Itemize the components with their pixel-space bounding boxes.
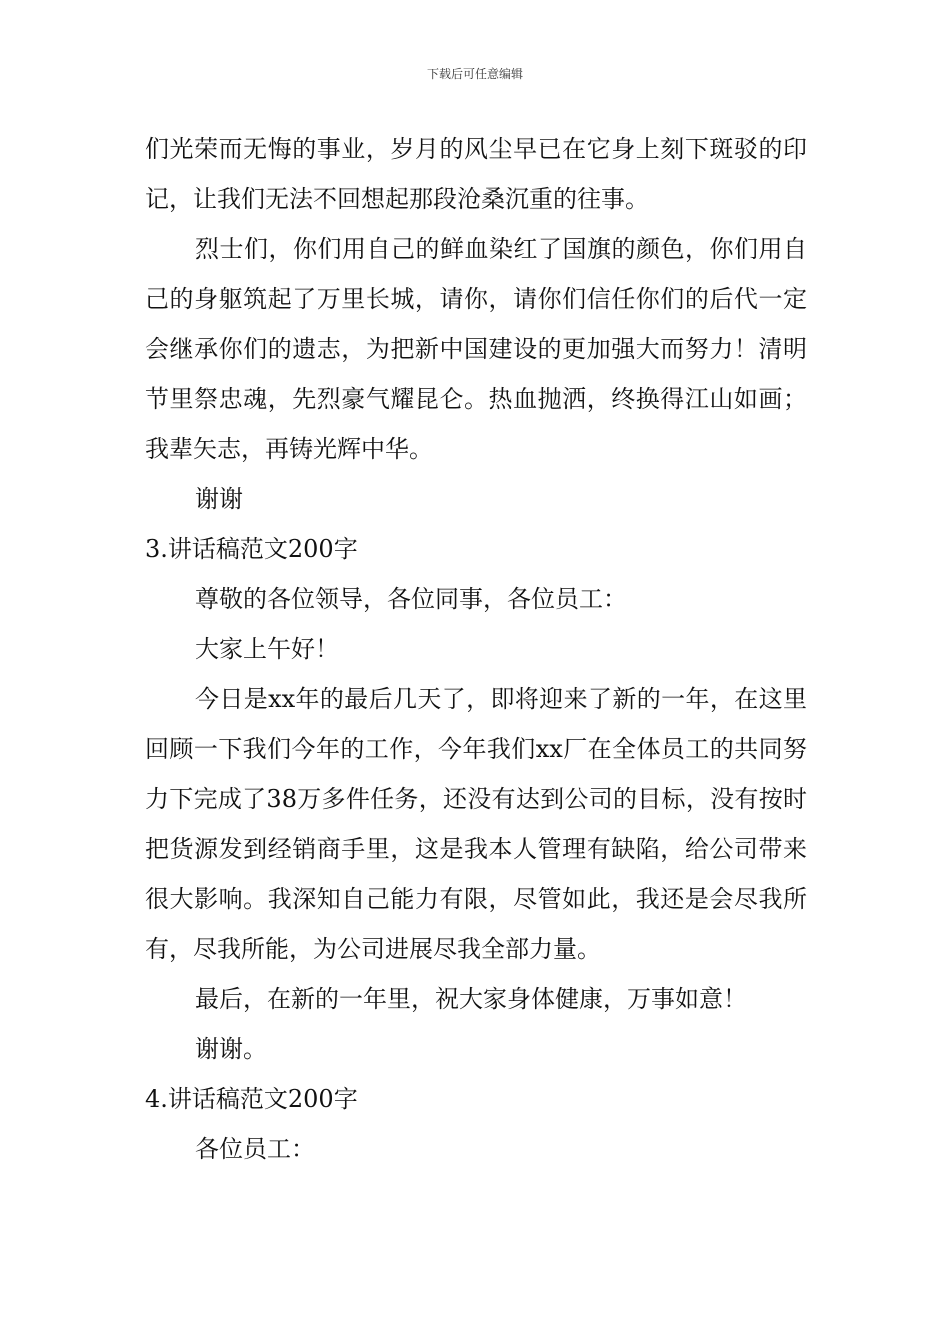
document-body xyxy=(145,124,807,1174)
paragraph-salutation-2: 各位员工： xyxy=(195,1135,315,1163)
paragraph-thanks-2: 谢谢。 xyxy=(195,1035,267,1063)
paragraph-thanks: 谢谢 xyxy=(195,485,243,513)
page-header: 下载后可任意编辑 xyxy=(426,67,523,81)
section-heading-3: 3.讲话稿范文200字 xyxy=(145,535,358,563)
paragraph-martyrs: 烈士们，你们用自己的鲜血染红了国旗的颜色，你们用自己的身躯筑起了万里长城，请你，请你们信任你们的后代一定会继承你们的遗志，为把新中国建设的更加强大而努力！清明节里祭忠魂，先烈豪气耀昆仑。热血抛洒，终换得江山如画；我辈矢志，再铸光辉中华。 xyxy=(145,235,807,463)
paragraph-continuation: 们光荣而无悔的事业，岁月的风尘早已在它身上刻下斑驳的印记，让我们无法不回想起那段沧桑沉重的往事。 xyxy=(145,135,807,213)
section-heading-4: 4.讲话稿范文200字 xyxy=(145,1085,358,1113)
paragraph-year-review: 今日是xx年的最后几天了，即将迎来了新的一年，在这里回顾一下我们今年的工作，今年我们xx厂在全体员工的共同努力下完成了38万多件任务，还没有达到公司的目标，没有按时把货源发到经销商手里，这是我本人管理有缺陷，给公司带来很大影响。我深知自己能力有限，尽管如此，我还是会尽我所有，尽我所能，为公司进展尽我全部力量。 xyxy=(145,685,807,963)
paragraph-salutation: 尊敬的各位领导，各位同事，各位员工： xyxy=(195,585,627,613)
paragraph-greeting: 大家上午好！ xyxy=(195,635,339,663)
paragraph-wishes: 最后，在新的一年里，祝大家身体健康，万事如意！ xyxy=(195,985,747,1013)
